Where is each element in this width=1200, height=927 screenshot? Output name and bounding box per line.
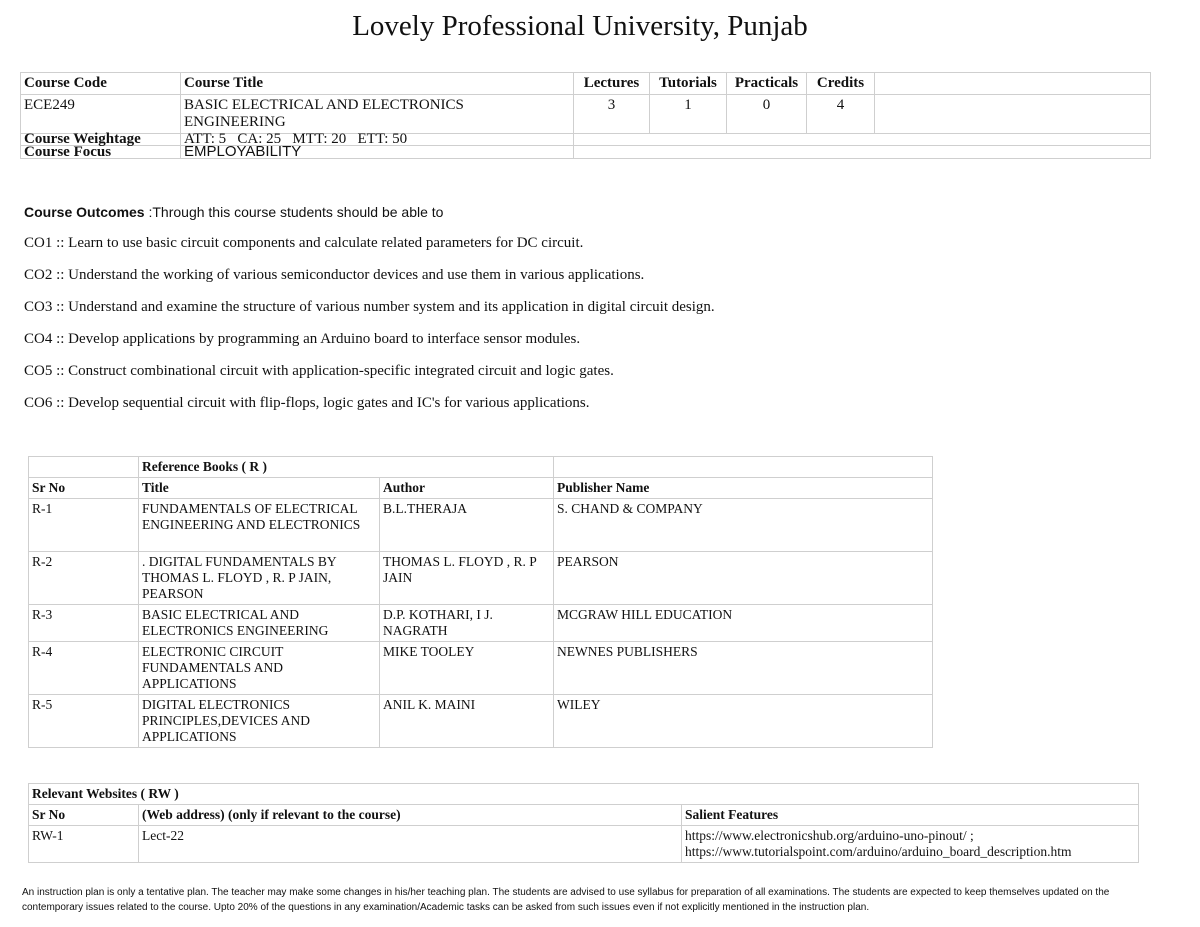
reference-publisher: NEWNES PUBLISHERS <box>554 642 933 695</box>
author-header: Author <box>380 478 554 499</box>
empty-cell <box>875 95 1151 134</box>
course-outcomes-title: Course Outcomes <box>24 204 145 220</box>
website-features <box>682 826 1139 863</box>
course-weightage-value: ATT: 5 CA: 25 MTT: 20 ETT: 50 <box>181 134 574 146</box>
reference-title: BASIC ELECTRICAL AND ELECTRONICS ENGINEERING <box>139 605 380 642</box>
course-outcome-item: CO4 :: Develop applications by programming an Arduino board to interface sensor modules. <box>24 331 581 347</box>
tutorials-value: 1 <box>650 95 727 134</box>
website-address: Lect-22 <box>139 826 682 863</box>
sr-no-header: Sr No <box>29 478 139 499</box>
table-row <box>29 552 933 605</box>
course-code: ECE249 <box>21 95 181 134</box>
reference-sr: R-5 <box>29 695 139 748</box>
footer-note: An instruction plan is only a tentative plan. The teacher may make some changes in his/her teaching plan. The students are advised to use syllabus for preparation of all examinations. The students are expected to keep themselves updated on the contemporary issues related to the course. Upto 20% of the questions in any examination/Academic tasks can be asked from such issues even if not explicitly mentioned in the instruction plan. <box>22 887 1110 913</box>
lectures-value: 3 <box>574 95 650 134</box>
reference-author: THOMAS L. FLOYD , R. P JAIN <box>380 552 554 605</box>
course-outcome-item: CO3 :: Understand and examine the structure of various number system and its application in digital circuit design. <box>24 299 715 315</box>
reference-books-table <box>28 456 933 748</box>
table-row <box>29 642 933 695</box>
website-sr: RW-1 <box>29 826 139 863</box>
tutorials-header: Tutorials <box>650 73 727 95</box>
reference-title: DIGITAL ELECTRONICS PRINCIPLES,DEVICES AND APPLICATIONS <box>139 695 380 748</box>
reference-publisher: MCGRAW HILL EDUCATION <box>554 605 933 642</box>
websites-section-row <box>29 784 1139 805</box>
website-link[interactable]: https://www.tutorialspoint.com/arduino/arduino_board_description.htm <box>685 844 1072 859</box>
reference-publisher: WILEY <box>554 695 933 748</box>
empty-cell <box>29 457 139 478</box>
relevant-websites-title: Relevant Websites ( RW ) <box>29 784 1139 805</box>
salient-features-header: Salient Features <box>682 805 1139 826</box>
course-focus-row <box>21 146 1151 159</box>
web-address-header: (Web address) (only if relevant to the course) <box>139 805 682 826</box>
empty-cell <box>554 457 933 478</box>
table-row <box>29 499 933 552</box>
relevant-websites-table <box>28 783 1139 863</box>
reference-author: MIKE TOOLEY <box>380 642 554 695</box>
course-focus-value: EMPLOYABILITY <box>181 146 574 159</box>
course-outcome-item: CO6 :: Develop sequential circuit with flip-flops, logic gates and IC's for various applications. <box>24 395 590 411</box>
credits-header: Credits <box>807 73 875 95</box>
websites-header-row <box>29 805 1139 826</box>
reference-author: D.P. KOTHARI, I J. NAGRATH <box>380 605 554 642</box>
course-outcome-item: CO5 :: Construct combinational circuit with application-specific integrated circuit and logic gates. <box>24 363 614 379</box>
practicals-value: 0 <box>727 95 807 134</box>
sr-no-header: Sr No <box>29 805 139 826</box>
title-header: Title <box>139 478 380 499</box>
course-focus-label: Course Focus <box>21 146 181 159</box>
course-code-header: Course Code <box>21 73 181 95</box>
reference-section-row <box>29 457 933 478</box>
reference-sr: R-4 <box>29 642 139 695</box>
course-title: BASIC ELECTRICAL AND ELECTRONICS ENGINEERING <box>181 95 574 134</box>
reference-author: B.L.THERAJA <box>380 499 554 552</box>
table-row <box>29 695 933 748</box>
course-title-header: Course Title <box>181 73 574 95</box>
empty-cell <box>574 146 1151 159</box>
course-value-row <box>21 95 1151 134</box>
reference-books-title: Reference Books ( R ) <box>139 457 554 478</box>
reference-title: FUNDAMENTALS OF ELECTRICAL ENGINEERING AND ELECTRONICS <box>139 499 380 552</box>
course-weightage-label: Course Weightage <box>21 134 181 146</box>
publisher-header: Publisher Name <box>554 478 933 499</box>
course-outcome-item: CO2 :: Understand the working of various semiconductor devices and use them in various applications. <box>24 267 645 283</box>
reference-title: ELECTRONIC CIRCUIT FUNDAMENTALS AND APPLICATIONS <box>139 642 380 695</box>
course-header-row <box>21 73 1151 95</box>
table-row <box>29 605 933 642</box>
reference-sr: R-2 <box>29 552 139 605</box>
empty-cell <box>574 134 1151 146</box>
reference-publisher: PEARSON <box>554 552 933 605</box>
course-outcomes <box>24 204 1124 426</box>
table-row <box>29 826 1139 863</box>
website-link[interactable]: https://www.electronicshub.org/arduino-uno-pinout/ ; <box>685 828 974 843</box>
empty-cell <box>875 73 1151 95</box>
reference-publisher: S. CHAND & COMPANY <box>554 499 933 552</box>
reference-title: . DIGITAL FUNDAMENTALS BY THOMAS L. FLOYD , R. P JAIN, PEARSON <box>139 552 380 605</box>
page-title: Lovely Professional University, Punjab <box>352 10 808 42</box>
practicals-header: Practicals <box>727 73 807 95</box>
reference-header-row <box>29 478 933 499</box>
reference-author: ANIL K. MAINI <box>380 695 554 748</box>
reference-sr: R-3 <box>29 605 139 642</box>
credits-value: 4 <box>807 95 875 134</box>
course-outcomes-heading <box>24 204 1124 220</box>
course-details-table <box>20 72 1151 159</box>
lectures-header: Lectures <box>574 73 650 95</box>
course-outcomes-intro: :Through this course students should be able to <box>144 204 444 220</box>
course-outcome-item: CO1 :: Learn to use basic circuit components and calculate related parameters for DC circuit. <box>24 235 584 251</box>
reference-sr: R-1 <box>29 499 139 552</box>
